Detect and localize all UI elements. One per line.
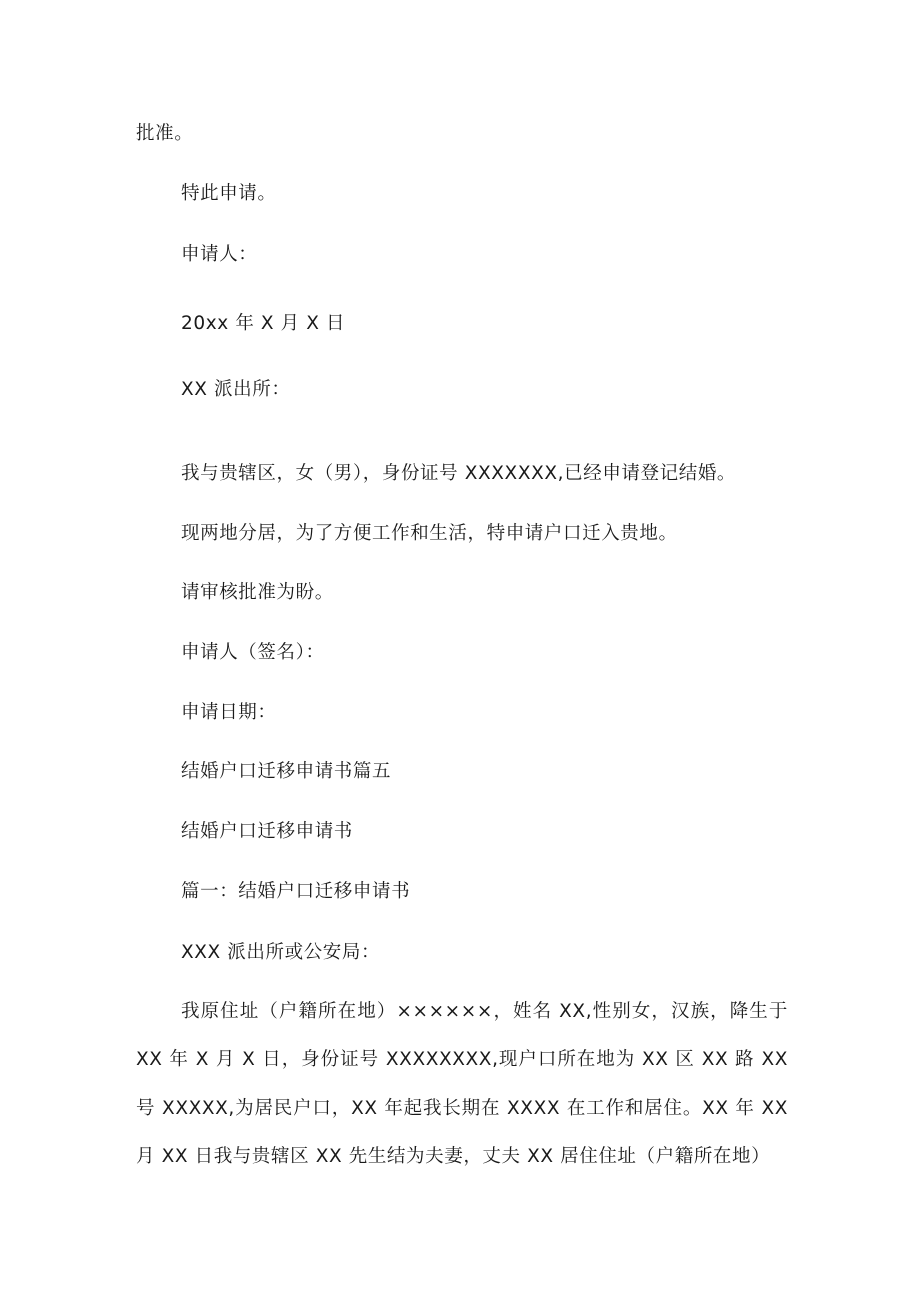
text-line-section-title-5: 结婚户口迁移申请书篇五 — [181, 761, 392, 782]
text-line-approval: 批准。 — [136, 123, 194, 144]
text-line-marriage-statement: 我与贵辖区，女（男），身份证号 XXXXXXX,已经申请登记结婚。 — [181, 463, 737, 484]
text-line-application-date: 申请日期： — [181, 702, 277, 723]
text-line-applicant-signature: 申请人（签名）： — [181, 642, 325, 663]
text-line-doc-title: 结婚户口迁移申请书 — [181, 821, 353, 842]
text-line-hereby-apply: 特此申请。 — [181, 183, 277, 204]
body-paragraph: 我原住址（户籍所在地）××××××，姓名 XX,性别女，汉族，降生于 XX 年 X 月 X 日，身份证号 XXXXXXXX,现户口所在地为 XX 区 XX 路 XX 号 XXXXX,为居民户口，XX 年起我长期在 XXXX 在工作和居住。XX 年 XX 月 XX 日我与贵辖区 XX 先生结为夫妻，丈夫 XX 居住住址（户籍所在地） — [136, 1001, 788, 1168]
text-line-addressee-2: XXX 派出所或公安局： — [181, 942, 381, 963]
text-line-section-title-1: 篇一：结婚户口迁移申请书 — [181, 881, 411, 902]
text-line-reason: 现两地分居，为了方便工作和生活，特申请户口迁入贵地。 — [181, 523, 678, 544]
text-line-request: 请审核批准为盼。 — [181, 582, 334, 603]
text-line-addressee: XX 派出所： — [181, 379, 291, 400]
text-line-applicant: 申请人： — [181, 244, 258, 265]
text-line-date: 20xx 年 X 月 X 日 — [181, 313, 346, 334]
